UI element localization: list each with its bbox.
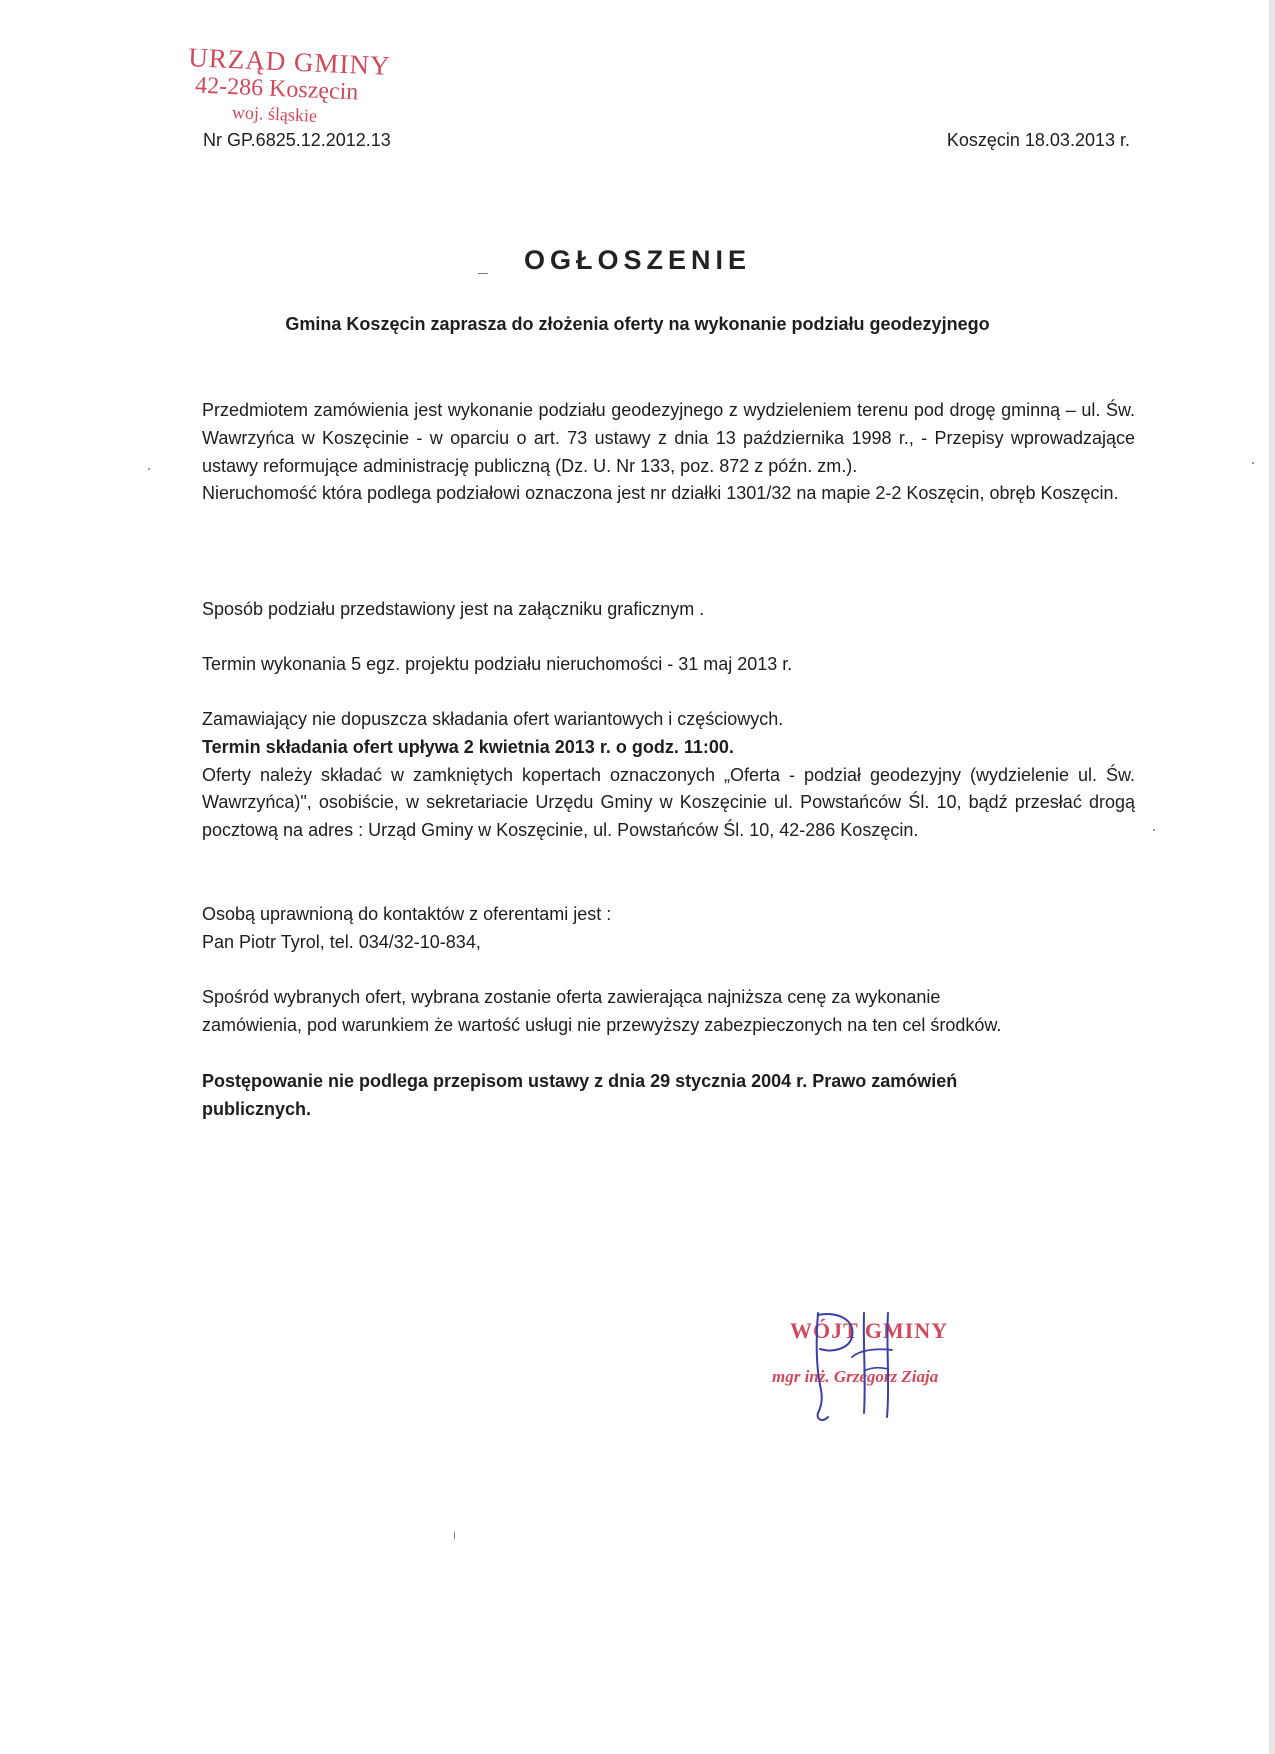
legal-note-line-1: Postępowanie nie podlega przepisom ustawy z dnia 29 stycznia 2004 r. Prawo zamówień	[202, 1071, 958, 1091]
signature-stamp-name: mgr inż. Grzegorz Ziaja	[772, 1367, 939, 1386]
stamp-line-2: 42-286 Koszęcin	[194, 72, 359, 106]
speck	[1153, 829, 1155, 831]
reference-number: Nr GP.6825.12.2012.13	[203, 130, 391, 150]
office-stamp	[182, 42, 416, 142]
paragraph-deadline	[202, 651, 1135, 679]
selection-text-line-2: zamówienia, pod warunkiem że wartość usługi nie przewyższy zabezpieczonych na ten cel środków.	[202, 1014, 1002, 1035]
no-variant-offers-text: Zamawiający nie dopuszcza składania ofert wariantowych i częściowych.	[202, 709, 784, 729]
paragraph-contact	[202, 901, 1135, 957]
speck	[148, 468, 150, 470]
stamp-line-3: woj. śląskie	[231, 102, 318, 126]
selection-text-line-1: Spośród wybranych ofert, wybrana zostanie oferta zawierająca najniższa cenę za wykonanie	[202, 987, 941, 1007]
stamp-line-1: URZĄD GMINY	[187, 42, 392, 81]
speck	[478, 273, 488, 274]
paragraph-offers	[202, 706, 1135, 845]
document-date: Koszęcin 18.03.2013 r.	[946, 130, 1130, 150]
contact-person-text: Pan Piotr Tyrol, tel. 034/32-10-834,	[202, 931, 481, 952]
signature-block	[760, 1305, 1020, 1430]
property-text: Nieruchomość która podlega podziałowi oznaczona jest nr działki 1301/32 na mapie 2-2 Koszęcin, obręb Koszęcin.	[202, 483, 1119, 504]
offer-deadline-text: Termin składania ofert upływa 2 kwietnia 2013 r. o godz. 11:00.	[202, 736, 734, 757]
offer-submission-text: Oferty należy składać w zamkniętych kopertach oznaczonych „Oferta - podział geodezyjny (wydzielenie ul. Św. Wawrzyńca)", osobiście, w sekretariacie Urzędu Gminy w Koszęcinie ul. Powstańców Śl. 10, bądź przesłać drogą pocztową na adres : Urząd Gminy w Koszęcinie, ul. Powstańców Śl. 10, 42-286 Koszęcin.	[202, 764, 1135, 841]
legal-note-line-2: publicznych.	[202, 1098, 312, 1119]
order-subject-text: Przedmiotem zamówienia jest wykonanie podziału geodezyjnego z wydzieleniem terenu pod drogę gminną – ul. Św. Wawrzyńca w Koszęcinie - w oparciu o art. 73 ustawy z dnia 13 października 1998 r., - Przepisy wprowadzające ustawy reformujące administrację publiczną (Dz. U. Nr 133, poz. 872 z późn. zm.).	[202, 400, 1135, 476]
paragraph-legal-note	[202, 1068, 1135, 1124]
execution-deadline-text: Termin wykonania 5 egz. projektu podziału nieruchomości - 31 maj 2013 r.	[202, 654, 793, 674]
speck	[454, 1532, 455, 1539]
handwritten-signature	[760, 1305, 1020, 1430]
division-method-text: Sposób podziału przedstawiony jest na załączniku graficznym .	[202, 599, 705, 619]
paragraph-division-method	[202, 596, 1135, 624]
document-subtitle: Gmina Koszęcin zaprasza do złożenia oferty na wykonanie podziału geodezyjnego	[285, 314, 990, 334]
document-title: OGŁOSZENIE	[523, 245, 752, 275]
paragraph-selection	[202, 984, 1135, 1040]
signature-stamp-title: WÓJT GMINY	[790, 1318, 949, 1343]
speck	[1252, 462, 1254, 464]
contact-intro-text: Osobą uprawnioną do kontaktów z oferentami jest :	[202, 904, 612, 924]
paragraph-order-subject	[202, 397, 1135, 508]
